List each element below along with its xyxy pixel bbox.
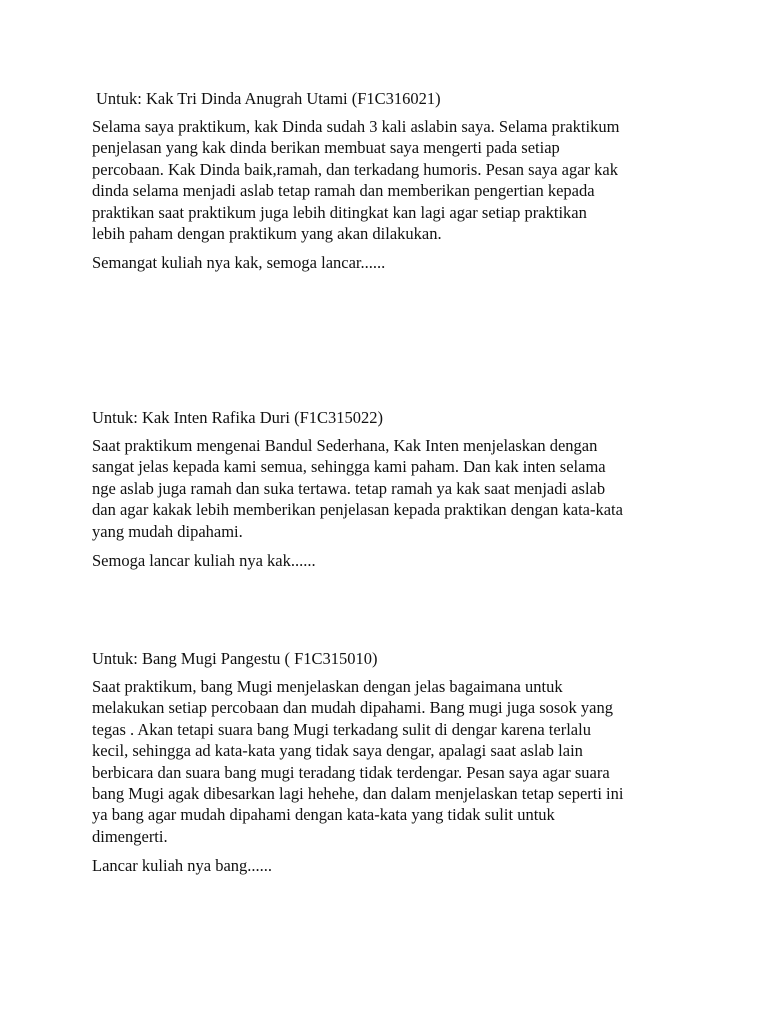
body-line: dimengerti.: [92, 826, 168, 846]
body-line: penjelasan yang kak dinda berikan membuat saya mengerti pada setiap: [92, 138, 560, 158]
body-line: Saat praktikum, bang Mugi menjelaskan dengan jelas bagaimana untuk: [92, 677, 563, 696]
body-line: yang mudah dipahami.: [92, 521, 243, 541]
body-line: tegas . Akan tetapi suara bang Mugi terkadang sulit di dengar karena terlalu: [92, 719, 591, 739]
message-section-inten: [92, 407, 692, 571]
body-line: dinda selama menjadi aslab tetap ramah dan memberikan pengertian kepada: [92, 181, 595, 201]
message-section-mugi: [92, 648, 692, 876]
body-line: praktikan saat praktikum juga lebih ditingkat kan lagi agar setiap praktikan: [92, 202, 587, 222]
section-body: [92, 676, 692, 847]
body-line: nge aslab juga ramah dan suka tertawa. tetap ramah ya kak saat menjadi aslab: [92, 478, 606, 498]
message-section-dinda: [92, 88, 692, 273]
section-heading: Untuk: Kak Tri Dinda Anugrah Utami (F1C316021): [96, 89, 441, 108]
body-line: percobaan. Kak Dinda baik,ramah, dan terkadang humoris. Pesan saya agar kak: [92, 159, 618, 179]
body-line: sangat jelas kepada kami semua, sehingga kami paham. Dan kak inten selama: [92, 457, 606, 477]
body-line: ya bang agar mudah dipahami dengan kata-kata yang tidak sulit untuk: [92, 805, 555, 825]
section-heading: Untuk: Bang Mugi Pangestu ( F1C315010): [92, 649, 378, 668]
section-closing: Semoga lancar kuliah nya kak......: [92, 551, 316, 571]
body-line: lebih paham dengan praktikum yang akan dilakukan.: [92, 224, 442, 244]
body-line: Selama saya praktikum, kak Dinda sudah 3 kali aslabin saya. Selama praktikum: [92, 117, 620, 136]
body-line: dan agar kakak lebih memberikan penjelasan kepada praktikan dengan kata-kata: [92, 500, 623, 520]
section-heading: Untuk: Kak Inten Rafika Duri (F1C315022): [92, 408, 383, 427]
body-line: berbicara dan suara bang mugi teradang tidak terdengar. Pesan saya agar suara: [92, 762, 610, 782]
section-closing: Semangat kuliah nya kak, semoga lancar......: [92, 253, 386, 273]
body-line: melakukan setiap percobaan dan mudah dipahami. Bang mugi juga sosok yang: [92, 698, 613, 718]
section-closing: Lancar kuliah nya bang......: [92, 856, 273, 876]
body-line: bang Mugi agak dibesarkan lagi hehehe, dan dalam menjelaskan tetap seperti ini: [92, 784, 624, 804]
section-body: [92, 435, 692, 542]
body-line: Saat praktikum mengenai Bandul Sederhana, Kak Inten menjelaskan dengan: [92, 436, 598, 455]
section-body: [92, 116, 692, 244]
body-line: kecil, sehingga ad kata-kata yang tidak saya dengar, apalagi saat aslab lain: [92, 741, 583, 761]
